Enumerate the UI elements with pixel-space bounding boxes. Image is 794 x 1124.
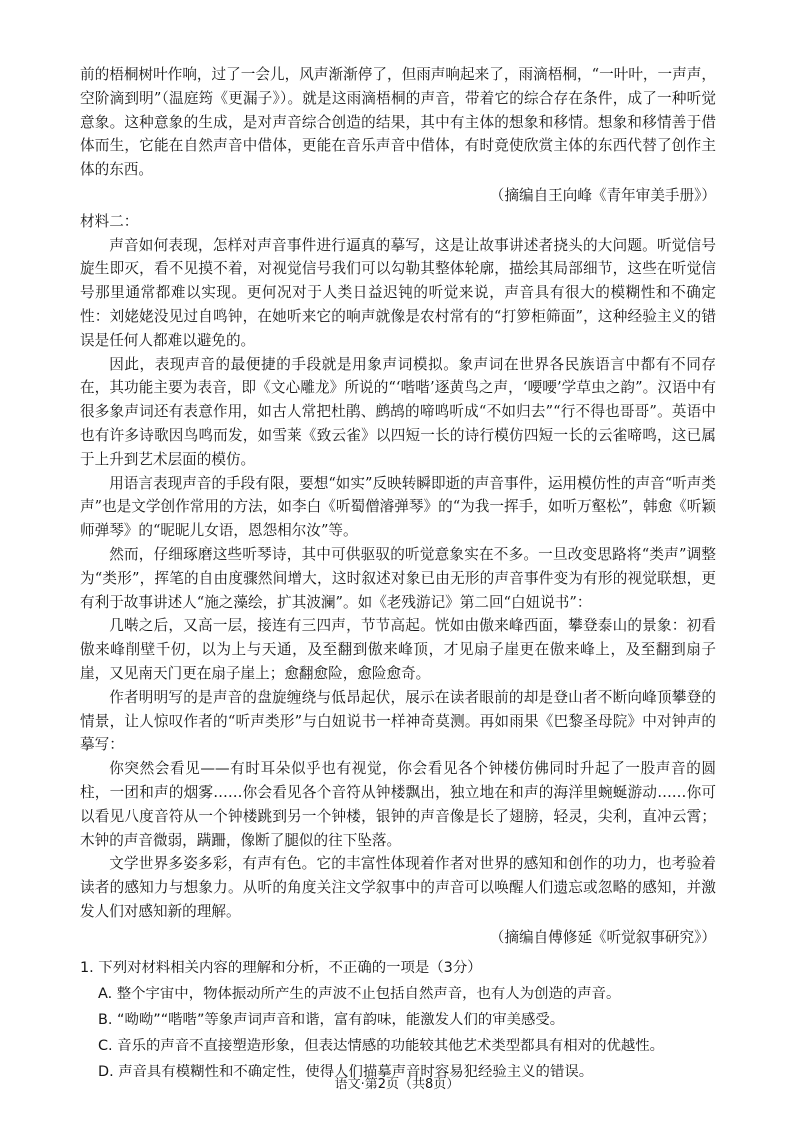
question-1	[80, 955, 716, 1085]
question-1-stem: 1. 下列对材料相关内容的理解和分析，不正确的一项是（3分）	[80, 960, 482, 977]
notre-dame-quote: 你突然会看见——有时耳朵似乎也有视觉，你会看见各个钟楼仿佛同时升起了一股声音的圆柱，一团和声的烟雾……你会看见各个音符从钟楼飘出，独立地在和声的海洋里蜿蜒游动……你可以看见八度音符从一个钟楼跳到另一个钟楼，银钟的声音像是长了翅膀，轻灵，尖利，直冲云霄；木钟的声音微弱，蹒跚，像断了腿似的往下坠落。	[80, 760, 716, 849]
laocan-youji-quote: 几啭之后，又高一层，接连有三四声，节节高起。恍如由傲来峰西面，攀登泰山的景象：初看傲来峰削壁千仞，以为上与天通，及至翻到傲来峰顶，才见扇子崖更在傲来峰上，及至翻到扇子崖，又见南天门更在扇子崖上；愈翻愈险，愈险愈奇。	[80, 617, 716, 682]
material-two-paragraph-6: 文学世界多姿多彩，有声有色。它的丰富性体现着作者对世界的感知和创作的功力，也考验着读者的感知力与想象力。从听的角度关注文学叙事中的声音可以唤醒人们遗忘或忽略的感知，并激发人们对感知新的理解。	[80, 855, 716, 920]
material-one-source: （摘编自王向峰《青年审美手册》）	[489, 186, 716, 204]
page-footer: 语文·第2页（共8页）	[334, 1077, 460, 1092]
question-1-option-c: C. 音乐的声音不直接塑造形象，但表达情感的功能较其他艺术类型都具有相对的优越性。	[98, 1038, 665, 1055]
material-two-paragraph-4: 然而，仔细琢磨这些听琴诗，其中可供驱驭的听觉意象实在不多。一旦改变思路将“类声”调整为“类形”，挥笔的自由度骤然间增大，这时叙述对象已由无形的声音事件变为有形的视觉联想，更有利于故事讲述人“施之藻绘，扩其波澜”。如《老残游记》第二回“白妞说书”：	[80, 545, 716, 611]
page-content	[80, 63, 716, 1085]
material-two-label: 材料二：	[80, 212, 139, 230]
question-1-option-d: D. 声音具有模糊性和不确定性，使得人们描摹声音时容易犯经验主义的错误。	[98, 1064, 594, 1081]
material-two-source: （摘编自傅修延《听觉叙事研究》）	[489, 928, 716, 946]
question-1-option-b: B. “呦呦”“喈喈”等象声词声音和谐，富有韵味，能激发人们的审美感受。	[98, 1012, 565, 1029]
material-two-paragraph-2: 因此，表现声音的最便捷的手段就是用象声词模拟。象声词在世界各民族语言中都有不同存在，其功能主要为表音，即《文心雕龙》所说的“‘喈喈’逐黄鸟之声，‘喓喓’学草虫之韵”。汉语中有很多象声词还有表意作用，如古人常把杜鹃、鹧鸪的啼鸣听成“不如归去”“行不得也哥哥”。英语中也有许多诗歌因鸟鸣而发，如雪莱《致云雀》以四短一长的诗行模仿四短一长的云雀啼鸣，这已属于上升到艺术层面的模仿。	[80, 355, 716, 468]
material-two-paragraph-3: 用语言表现声音的手段有限，要想“如实”反映转瞬即逝的声音事件，运用模仿性的声音“听声类声”也是文学创作常用的方法，如李白《听蜀僧濬弹琴》的“为我一挥手，如听万壑松”，韩愈《听颖师弹琴》的“昵昵儿女语，恩怨相尔汝”等。	[80, 474, 716, 540]
material-two-paragraph-1: 声音如何表现，怎样对声音事件进行逼真的摹写，这是让故事讲述者挠头的大问题。听觉信号旋生即灭，看不见摸不着，对视觉信号我们可以勾勒其整体轮廓，描绘其局部细节，这些在听觉信号那里通常都难以实现。更何况对于人类日益迟钝的听觉来说，声音具有很大的模糊性和不确定性：刘姥姥没见过自鸣钟，在她听来它的响声就像是农村常有的“打箩柜筛面”，这种经验主义的错误是任何人都难以避免的。	[80, 236, 716, 349]
material-two-paragraph-5: 作者明明写的是声音的盘旋缠绕与低昂起伏，展示在读者眼前的却是登山者不断向峰顶攀登的情景，让人惊叹作者的“听声类形”与白妞说书一样神奇莫测。再如雨果《巴黎圣母院》中对钟声的摹写：	[80, 688, 716, 754]
material-one-tail-paragraph: 前的梧桐树叶作响，过了一会儿，风声渐渐停了，但雨声响起来了，雨滴梧桐，“一叶叶，一声声，空阶滴到明”（温庭筠《更漏子》）。就是这雨滴梧桐的声音，带着它的综合存在条件，成了一种听觉意象。这种意象的生成，是对声音综合创造的结果，其中有主体的想象和移情。想象和移情善于借体而生，它能在自然声音中借体，更能在音乐声音中借体，有时竟使欣赏主体的东西代替了创作主体的东西。	[80, 66, 716, 179]
question-1-option-a: A. 整个宇宙中，物体振动所产生的声波不止包括自然声音，也有人为创造的声音。	[98, 986, 621, 1003]
